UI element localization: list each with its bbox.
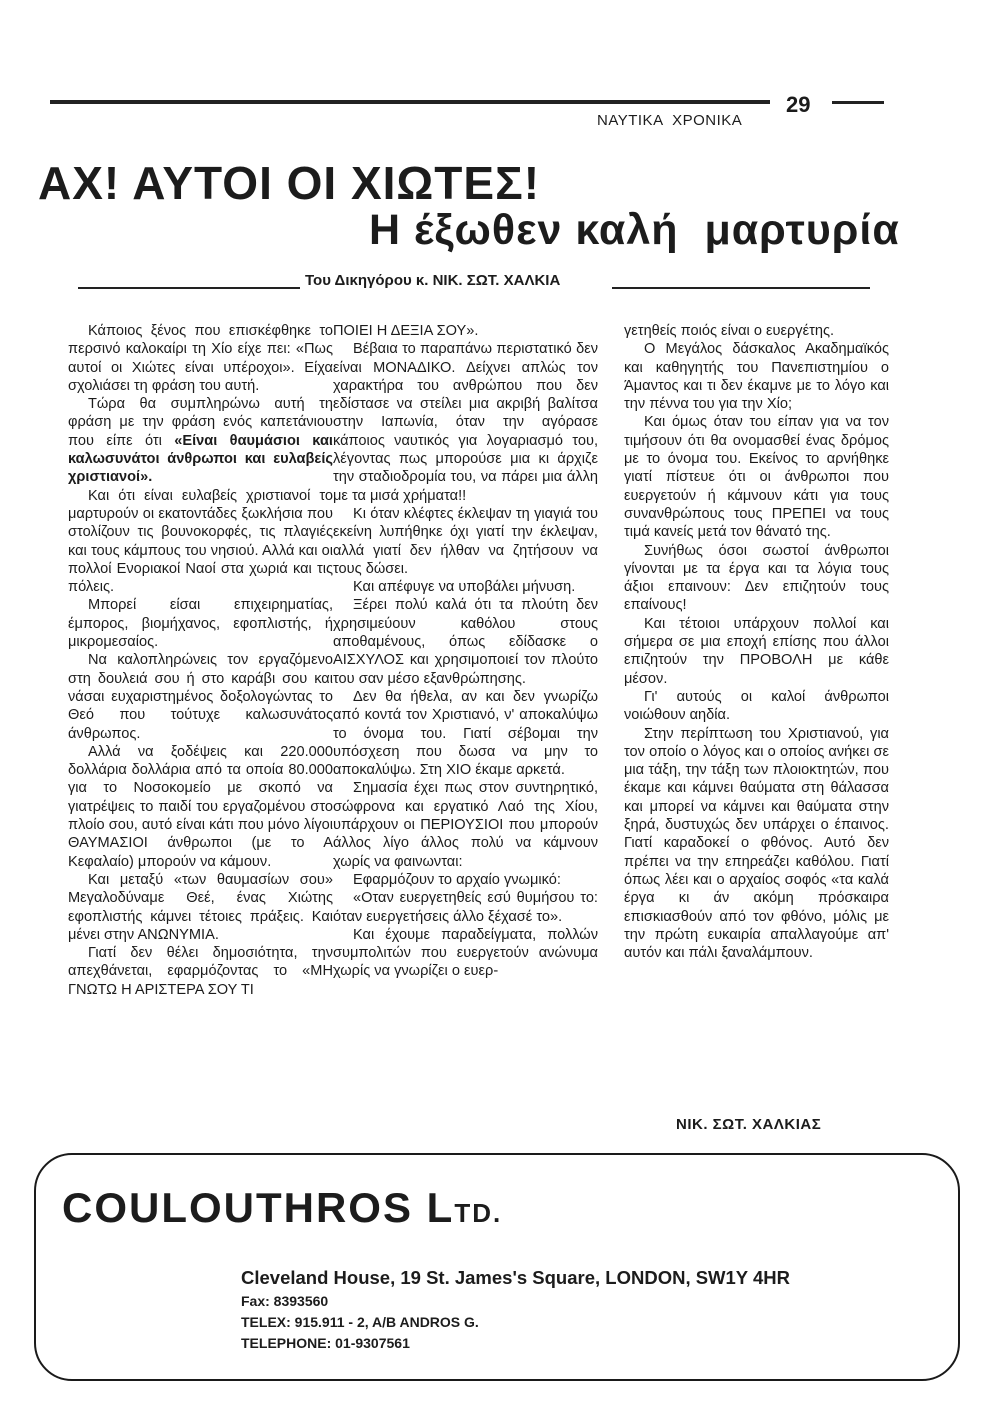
paragraph: Δεν θα ήθελα, αν και δεν γνωρίζω από κοντά τον Χριστιανό, ν' αποκαλύψω το όνομα του. Γιατί σέβομαι την υπόσχεση που δωσα να μην το αποκαλύψω. Στη ΧΙΟ έκαμε αρκετά. — [333, 688, 598, 779]
magazine-name: ΝΑΥΤΙΚΑ ΧΡΟΝΙΚΑ — [597, 112, 743, 129]
article-title: ΑΧ! ΑΥΤΟΙ ΟΙ ΧΙΩΤΕΣ! — [38, 157, 541, 209]
paragraph: Βέβαια το παραπάνω περιστατικό δεν είναι ΜΟΝΑΔΙΚΟ. Δείχνει απλώς τον χαρακτήρα του ανθρώπου που δεν εδίστασε να στείλει μια ακριβή βαλίτσα στην Ιαπωνία, όταν την αγόρασε κάποιος ναυτικός για λογαριασμό του, λέγοντας πως μπορούσε μια κι άρχιζε την σταδιοδρομία του, να πάρει μια άλλη με τα μισά χρήματα!! — [333, 341, 598, 504]
paragraph: «Οταν ευεργετηθείς εσύ θυμήσου το: όταν ευεργετήσεις άλλο ξέχασέ το». — [333, 890, 598, 925]
advert-telephone: TELEPHONE: 01-9307561 — [241, 1335, 410, 1351]
byline-rule-right — [612, 287, 870, 289]
byline-rule-left — [78, 287, 300, 289]
paragraph: Στην περίπτωση του Χριστιανού, για τον οποίο ο λόγος και ο οποίος ανήκει σε μια τάξη, την τάξη των πλοιοκτητών, που έκαμε και κάμνει θαύματα στη θάλασσα και μπορεί να κάμνει και θαύματα στην ξηρά, δυστυχώς δεν υπάρχει ο έπαινος. Γιατί καραδοκεί ο φθόνος. Αυτό δεν πρέπει να την επηρεάζει καθόλου. Γιατί όπως λέει και ο αρχαίος σοφός «τα καλά έργα κι άν ακόμη πρόσκαιρα επισκιασθούν από τον φθόνο, μόλις με την πρώτη ευκαιρία απαλλαγούμε απ' αυτόν και πάλι ξαναλάμπουν. — [624, 725, 889, 962]
author-signature: ΝΙΚ. ΣΩΤ. ΧΑΛΚΙΑΣ — [676, 1116, 822, 1133]
advert-company-suffix: TD. — [454, 1198, 503, 1228]
header-rule-left — [50, 100, 770, 104]
paragraph: Και ότι είναι ευλαβείς χριστιανοί το μαρτυρούν οι εκατοντάδες ξωκλήσια που στολίζουν τις βουνοκορφές, τις πλαγιές και τους κάμπους του νησιού. Αλλά και οι πολλοί Ενοριακοί Ναοί στα χωριά και τις πόλεις. — [68, 487, 333, 596]
byline: Του Δικηγόρου κ. ΝΙΚ. ΣΩΤ. ΧΑΛΚΙΑ — [305, 272, 561, 289]
advert-telex: TELEX: 915.911 - 2, A/B ANDROS G. — [241, 1314, 479, 1330]
paragraph: Και όμως όταν του είπαν για να τον τιμήσουν ότι θα ονομασθεί ένας δρόμος με το όνομα του. Εκείνος το αρνήθηκε γιατί πίστευε ότι οι άνθρωποι που ευεργετούν ή κάμνουν κάτι για τους συνανθρώπους τους ΠΡΕΠΕΙ να τους τιμά κανείς μετά τον θάνατό της. — [624, 414, 889, 541]
article-column-3 — [624, 322, 889, 962]
paragraph: Γι' αυτούς οι καλοί άνθρωποι νοιώθουν αηδία. — [624, 688, 889, 724]
header-rule-right — [832, 101, 884, 104]
paragraph: Μπορεί είσαι επιχειρηματίας, έμπορος, βιομήχανος, εφοπλιστής, ή μικρομεσαίος. — [68, 597, 333, 651]
paragraph: Κι όταν κλέφτες έκλεψαν τη γιαγιά του εκείνη λυπήθηκε όχι γιατί την έκλεψαν, αλλά γιατί δεν ήλθαν να ζητήσουν να τους δώσει. — [333, 505, 598, 577]
article-column-1 — [68, 322, 333, 999]
paragraph: Εφαρμόζουν το αρχαίο γνωμικό: — [353, 871, 561, 888]
paragraph: Και μεταξύ «των θαυμασίων σου» Μεγαλοδύναμε Θεέ, ένας Χιώτης εφοπλιστής κάμνει τέτοιες πράξεις. Και μένει στην ΑΝΩΝΥΜΙΑ. — [68, 871, 333, 943]
paragraph: Κάποιος ξένος που επισκέφθηκε το περσινό καλοκαίρι τη Χίο είχε πει: «Πως αυτοί οι Χιώτες είναι υπέροχοι». Είχα σχολιάσει τη φράση του αυτή. — [68, 323, 333, 394]
paragraph: Και απέφυγε να υποβάλει μήνυση. — [353, 579, 576, 596]
paragraph: γετηθείς ποιός είναι ο ευεργέτης. — [624, 323, 835, 339]
article-column-2 — [333, 322, 598, 981]
paragraph: Ξέρει πολύ καλά ότι τα πλούτη δεν χρησιμεύουν καθόλου στους αποθαμένους, όπως εδίδασκε ο ΑΙΣΧΥΛΟΣ και χρησιμοποιεί τον πλούτο του σαν μέσο εξανθρώπησης. — [333, 597, 598, 687]
article-subtitle: Η έξωθεν καλή μαρτυρία — [369, 206, 900, 254]
paragraph: Και τέτοιοι υπάρχουν πολλοί και σήμερα σε μια εποχή επίσης που άλλοι επιζητούν την ΠΡΟΒΟΛΗ με κάθε μέσον. — [624, 615, 889, 687]
advert-company: COULOUTHROS LTD. — [62, 1184, 503, 1231]
paragraph: Και έχουμε παραδείγματα, πολλών συμπολιτών που ευεργετούν ανώνυμα χωρίς να γνωρίζει ο ευερ- — [333, 926, 598, 980]
paragraph: Συνήθως όσοι σωστοί άνθρωποι γίνονται με τα έργα και τα λόγια τους άξιοι επαινουν: Δεν επιζητούν τους επαίνους! — [624, 542, 889, 614]
paragraph: Αλλά να ξοδέψεις και 220.000 δολλάρια δολλάρια από τα οποία 80.000 για το Νοσοκομείο με σκοπό να γιατρέψεις το παιδί του εργαζομένου στο πλοίο σου, αυτό είναι κάτι που μόνο λίγοι ΘΑΥΜΑΣΙΟΙ άνθρωποι (με το Α Κεφαλαίο) μπορούν να κάμουν. — [68, 743, 333, 870]
advert-fax: Fax: 8393560 — [241, 1293, 329, 1309]
paragraph: Γιατί δεν θέλει δημοσιότητα, την απεχθάνεται, εφαρμόζοντας το «ΜΗ ΓΝΩΤΩ Η ΑΡΙΣΤΕΡΑ ΣΟΥ ΤΙ — [68, 945, 333, 998]
paragraph: ΠΟΙΕΙ Η ΔΕΞΙΑ ΣΟΥ». — [333, 323, 479, 339]
paragraph: Τώρα θα συμπληρώνω αυτή τη φράση με την φράση ενός καπετάνιου που είπε ότι «Είναι θαυμάσιοι και καλωσυνάτοι άνθρωποι και ευλαβείς χριστιανοί». — [68, 396, 333, 486]
paragraph: Σημασία έχει πως στον συντηρητικό, σώφρονα και εργατικό Λαό της Χίου, υπάρχουν οι ΠΕΡΙΟΥΣΙΟΙ που μπορούν άλλος λίγο άλλος πολύ να κάμνουν χωρίς να φαινωνται: — [333, 780, 598, 870]
paragraph: Ο Μεγάλος δάσκαλος Ακαδημαϊκός και καθηγητής του Πανεπιστημίου ο Άμαντος και τι δεν έκαμνε με το λόγο και την πέννα του για την Χίο; — [624, 341, 889, 413]
advert-address: Cleveland House, 19 St. James's Square, LONDON, SW1Y 4HR — [241, 1267, 790, 1288]
bold-quote: «Είναι θαυμάσιοι και καλωσυνάτοι άνθρωποι και ευλαβείς χριστιανοί» — [68, 432, 333, 486]
page-number: 29 — [786, 92, 811, 117]
paragraph: Να καλοπληρώνεις τον εργαζόμενο στη δουλειά σου ή στο καράβι σου και νάσαι ευχαριστημένος δοξολογώντας το Θεό που τούτυχε καλωσυνάτος άνθρωπος. — [68, 652, 333, 742]
